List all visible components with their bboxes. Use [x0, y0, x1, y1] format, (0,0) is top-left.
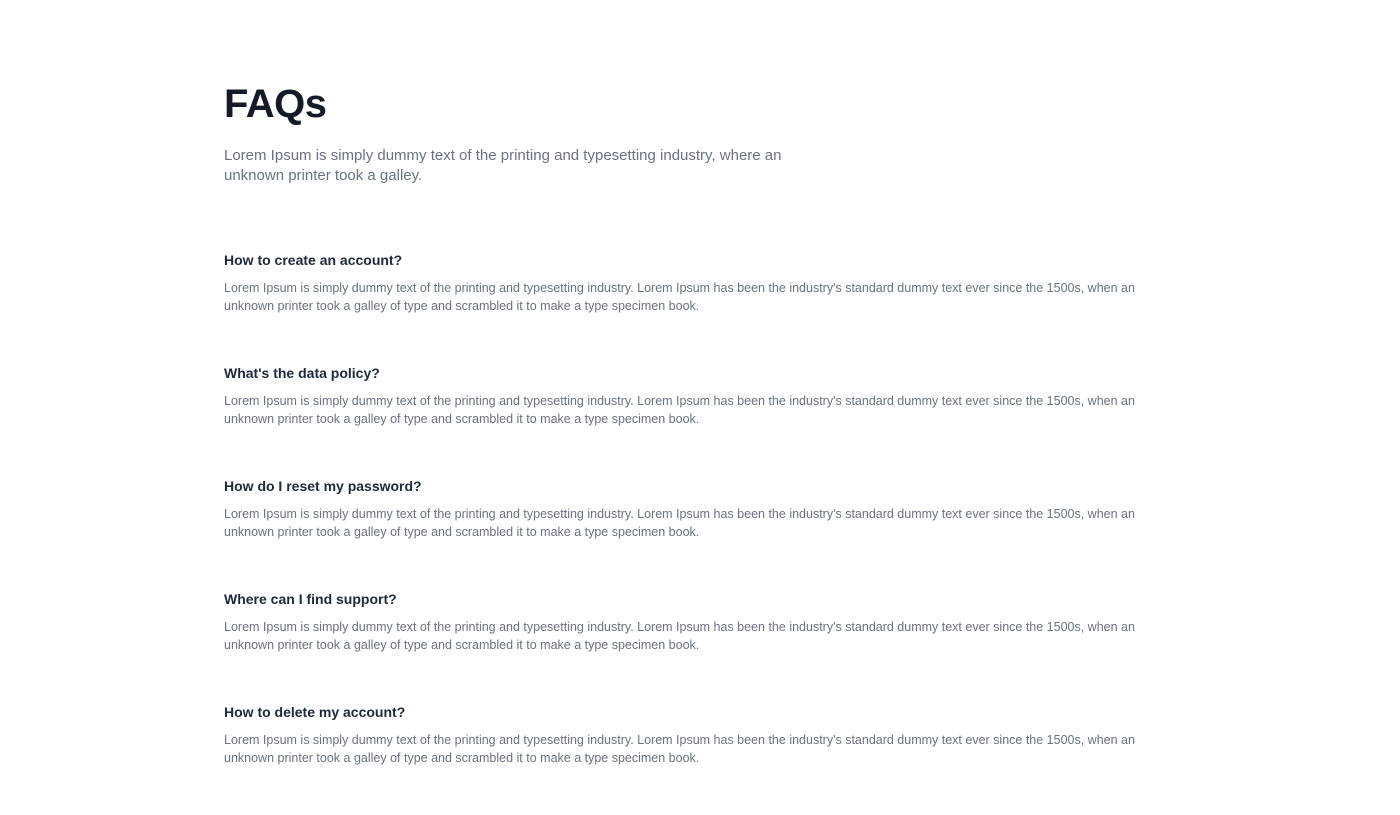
- faq-question: What's the data policy?: [224, 365, 380, 381]
- faq-item: [224, 250, 1154, 363]
- faq-item: [224, 363, 1154, 476]
- faq-answer: Lorem Ipsum is simply dummy text of the printing and typesetting industry. Lorem Ipsum has been the industry's standard dummy text ever since the 1500s, when an unknown printer took a galley of type and scrambled it to make a type specimen book.: [224, 507, 1135, 539]
- faq-answer: Lorem Ipsum is simply dummy text of the printing and typesetting industry. Lorem Ipsum has been the industry's standard dummy text ever since the 1500s, when an unknown printer took a galley of type and scrambled it to make a type specimen book.: [224, 394, 1135, 426]
- faq-answer: Lorem Ipsum is simply dummy text of the printing and typesetting industry. Lorem Ipsum has been the industry's standard dummy text ever since the 1500s, when an unknown printer took a galley of type and scrambled it to make a type specimen book.: [224, 281, 1135, 313]
- page-title: FAQs: [224, 82, 327, 126]
- faq-list: [224, 250, 1154, 815]
- faq-item: [224, 476, 1154, 589]
- faq-question: How do I reset my password?: [224, 478, 422, 494]
- faq-question: Where can I find support?: [224, 591, 397, 607]
- faq-answer: Lorem Ipsum is simply dummy text of the printing and typesetting industry. Lorem Ipsum has been the industry's standard dummy text ever since the 1500s, when an unknown printer took a galley of type and scrambled it to make a type specimen book.: [224, 733, 1135, 765]
- faq-question: How to delete my account?: [224, 704, 406, 720]
- faq-question: How to create an account?: [224, 252, 403, 268]
- faq-item: [224, 702, 1154, 815]
- faq-answer: Lorem Ipsum is simply dummy text of the printing and typesetting industry. Lorem Ipsum has been the industry's standard dummy text ever since the 1500s, when an unknown printer took a galley of type and scrambled it to make a type specimen book.: [224, 620, 1135, 652]
- faq-header: [224, 80, 784, 186]
- page-subtitle: Lorem Ipsum is simply dummy text of the printing and typesetting industry, where an unknown printer took a galley.: [224, 147, 782, 184]
- faq-item: [224, 589, 1154, 702]
